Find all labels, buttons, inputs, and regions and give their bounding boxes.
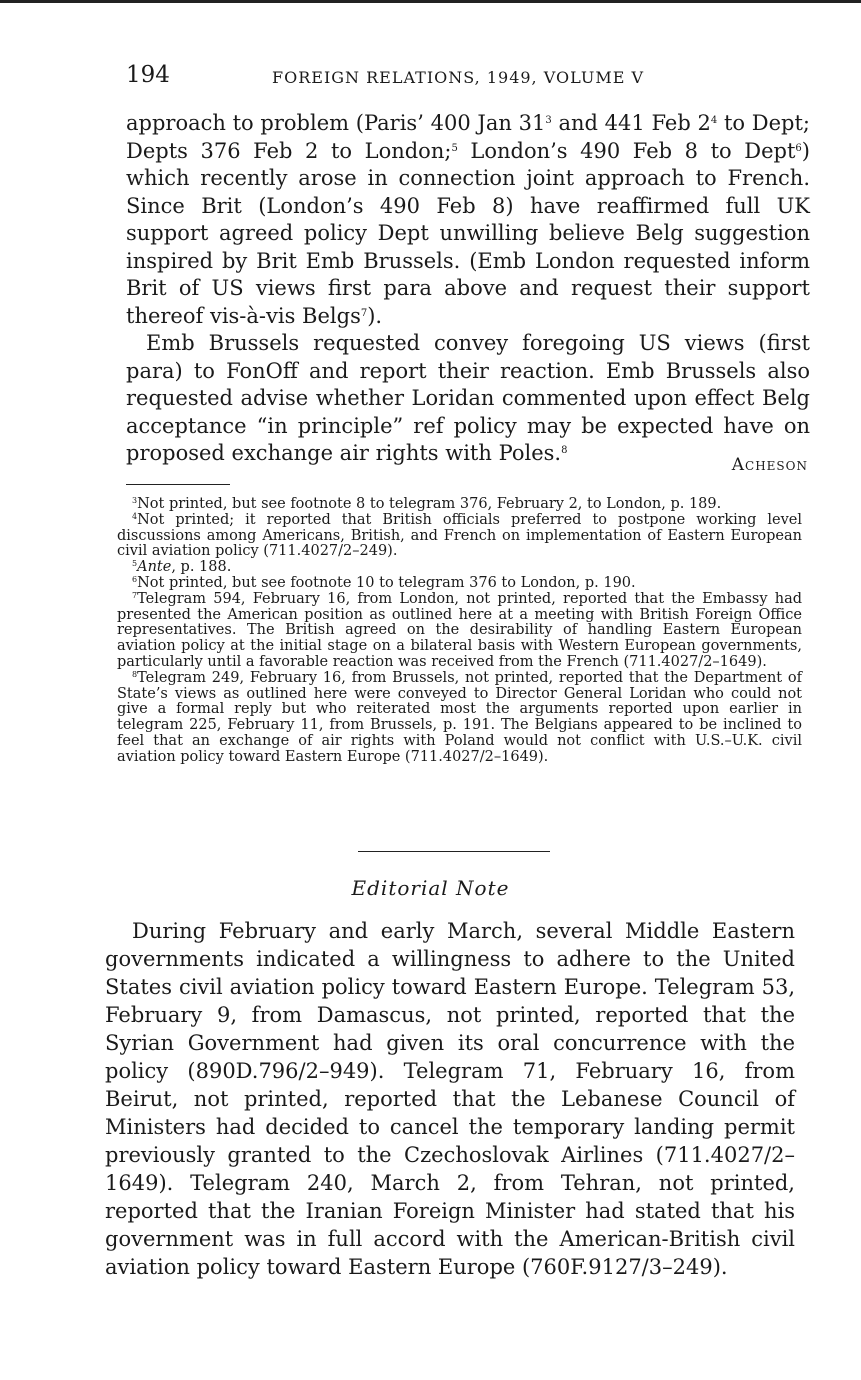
footnote bbox=[117, 560, 802, 576]
text-run: Emb Brussels requested convey foregoing US views (first para) to FonOff and report their reaction. Emb Brussels also requested advise whether Loridan commented upon effect Belg acceptance “in principle” ref policy may be expected have on proposed exchange air rights with Poles. bbox=[126, 331, 810, 465]
text-run: and 441 Feb 2 bbox=[551, 111, 711, 135]
footnote-divider bbox=[126, 484, 230, 485]
main-text bbox=[126, 110, 810, 468]
text-run: London’s 490 Feb 8 to Dept bbox=[457, 138, 796, 163]
running-head: FOREIGN RELATIONS, 1949, VOLUME V bbox=[272, 68, 645, 87]
footnote-italic: Ante bbox=[137, 559, 172, 576]
footnote-text: Telegram 594, February 16, from London, not printed, reported that the Embassy had presented the American position as outlined here at a meeting with British Foreign Office representatives. The British agreed on the desirability of handling Eastern European aviation policy at the initial stage on a bilateral basis with Western European governments, particularly until a favorable reaction was received from the French (711.4027/2–1649). bbox=[117, 590, 802, 670]
top-border bbox=[0, 0, 861, 3]
text-run: to Dept; Depts 376 Feb 2 to London; bbox=[126, 111, 810, 163]
footnote-ref[interactable]: 6 bbox=[795, 142, 802, 154]
paragraph-2 bbox=[126, 330, 810, 468]
editorial-note-paragraph: During February and early March, several Middle Eastern governments indicated a willingness to adhere to the United States civil aviation policy toward Eastern Europe. Telegram 53, February 9, from Damascus, not printed, reported that the Syrian Government had given its oral concurrence with the policy (890D.796/2–949). Telegram 71, February 16, from Beirut, not printed, reported that the Lebanese Council of Ministers had decided to cancel the temporary landing permit previously granted to the Czechoslovak Airlines (711.4027/2–1649). Telegram 240, March 2, from Tehran, not printed, reported that the Iranian Foreign Minister had stated that his government was in full accord with the American-British civil aviation policy toward Eastern Europe (760F.9127/3–249). bbox=[105, 919, 795, 1279]
signature: Acheson bbox=[731, 455, 808, 475]
footnote-ref[interactable]: 8 bbox=[561, 445, 568, 456]
editorial-note-title: Editorial Note bbox=[351, 876, 510, 900]
footnote bbox=[117, 513, 802, 560]
footnote-ref[interactable]: 5 bbox=[451, 142, 458, 154]
text-run: ) which recently arose in connection joint approach to French. Since Brit (London’s 490 Feb 8) have reaffirmed full UK support agreed policy Dept unwilling believe Belg suggestion inspired by Brit Emb Brussels. (Emb London requested inform Brit of US views first para above and request their support thereof vis-à-vis Belgs bbox=[126, 138, 810, 328]
footnote-marker: 7 bbox=[132, 590, 138, 600]
footnote-marker: 8 bbox=[132, 669, 138, 679]
footnote bbox=[117, 576, 802, 592]
footnote-ref[interactable]: 4 bbox=[710, 115, 718, 126]
footnote bbox=[117, 671, 802, 766]
footnote-marker: 6 bbox=[132, 574, 138, 584]
footnote-text: , p. 188. bbox=[171, 559, 232, 576]
text-run: approach to problem (Paris’ 400 Jan 31 bbox=[126, 111, 546, 135]
footnote-ref[interactable]: 7 bbox=[360, 307, 368, 319]
page-number: 194 bbox=[126, 62, 170, 88]
paragraph-1 bbox=[126, 110, 810, 330]
footnote-marker: 5 bbox=[132, 559, 138, 569]
footnote bbox=[117, 592, 802, 671]
footnote-ref[interactable]: 3 bbox=[545, 115, 552, 126]
footnote-text: Not printed, but see footnote 10 to telegram 376 to London, p. 190. bbox=[137, 574, 636, 591]
footnote-marker: 3 bbox=[132, 496, 138, 505]
section-divider bbox=[358, 851, 550, 852]
footnote-marker: 4 bbox=[132, 511, 138, 521]
footnote bbox=[117, 497, 802, 513]
editorial-note-body bbox=[105, 917, 795, 1281]
footnotes bbox=[117, 497, 802, 766]
page-header bbox=[126, 62, 806, 96]
footnote-text: Not printed, but see footnote 8 to telegram 376, February 2, to London, p. 189. bbox=[137, 496, 722, 512]
text-run: ). bbox=[367, 303, 383, 328]
footnote-text: Not printed; it reported that British officials preferred to postpone working level discussions among Americans, British, and French on implementation of Eastern European civil aviation policy (711.4027/2–249). bbox=[117, 511, 802, 560]
footnote-text: Telegram 249, February 16, from Brussels, not printed, reported that the Department of State’s views as outlined here were conveyed to Director General Loridan who could not give a formal reply but who reiterated most the arguments reported upon earlier in telegram 225, February 11, from Brussels, p. 191. The Belgians appeared to be inclined to feel that an exchange of air rights with Poland would not conflict with U.S.–U.K. civil aviation policy toward Eastern Europe (711.4027/2–1649). bbox=[117, 669, 802, 765]
